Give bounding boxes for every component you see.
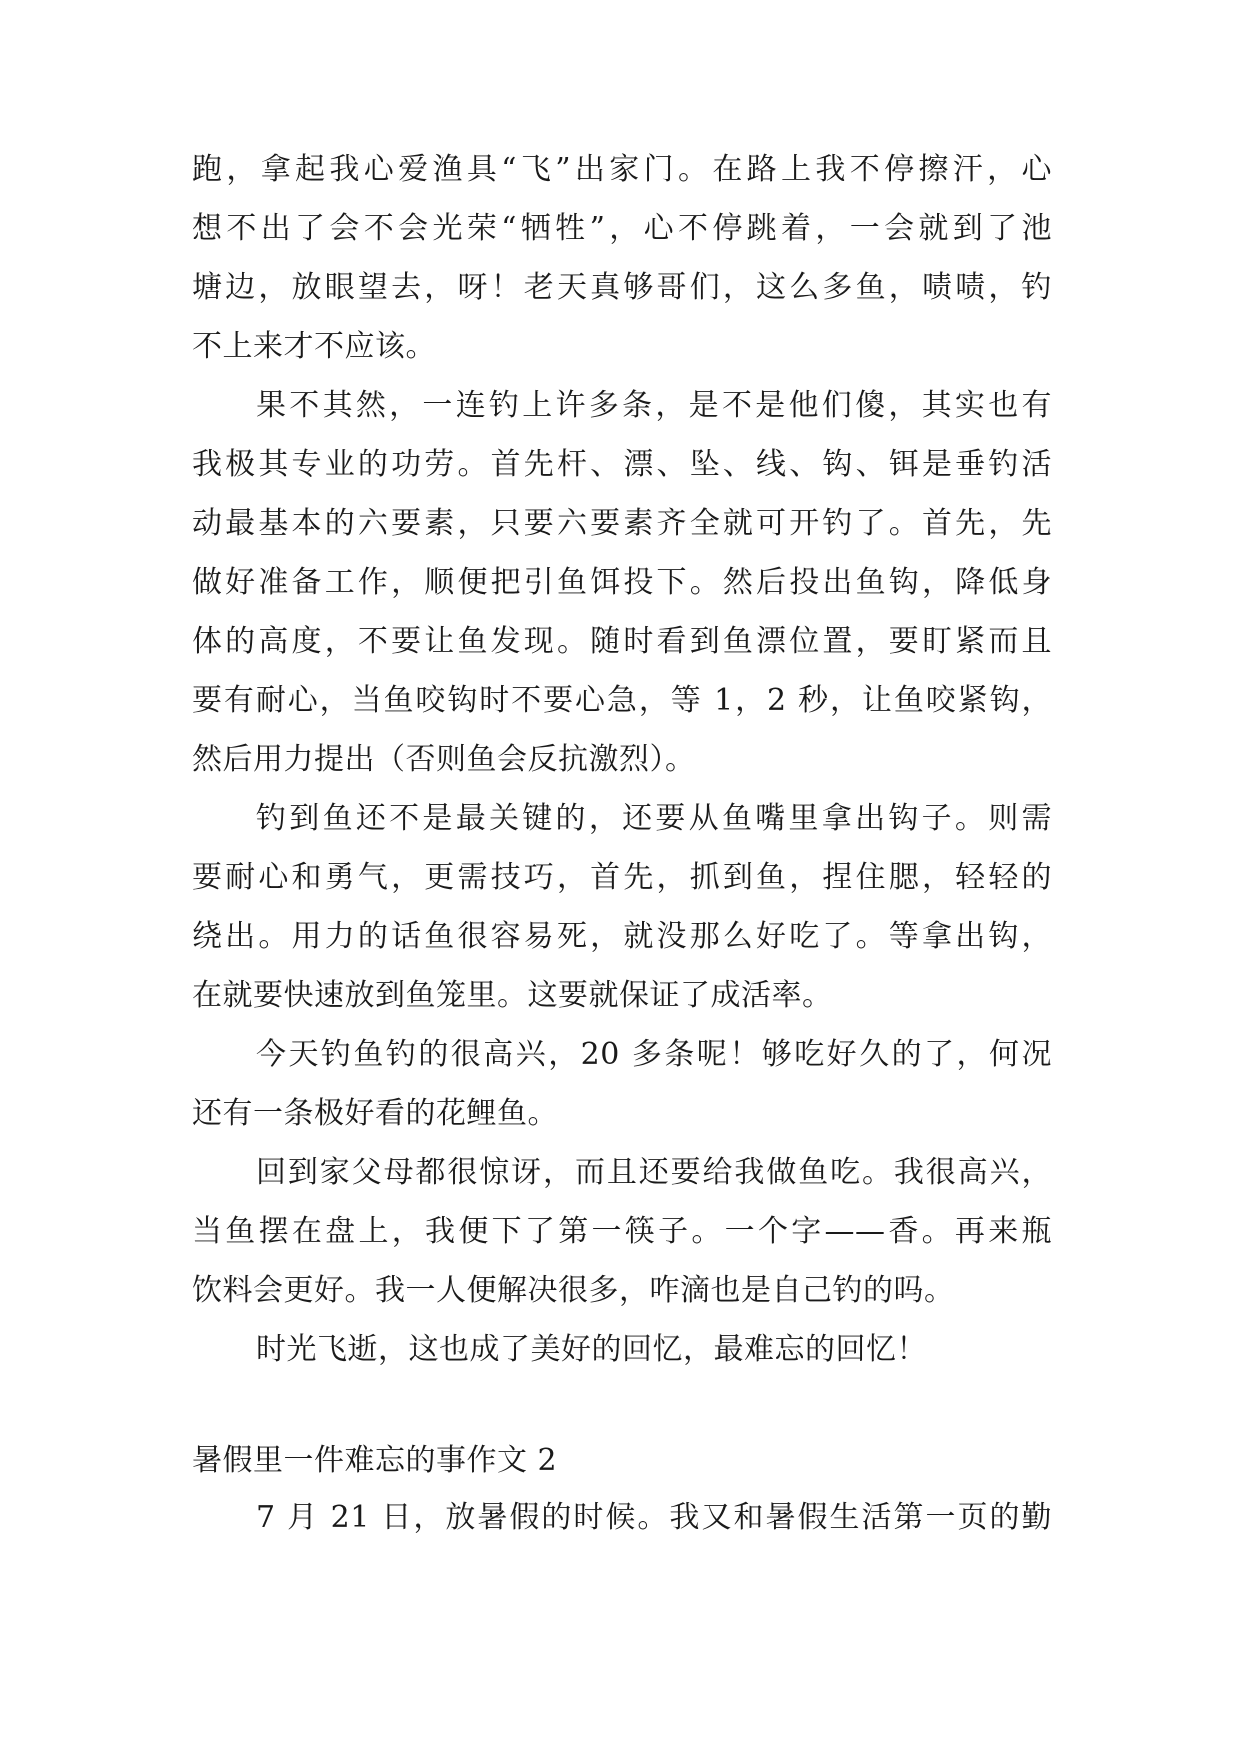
paragraph-first-line: 钓到鱼还不是最关键的，还要从鱼嘴里拿出钩子。则需: [256, 801, 1052, 836]
text-line: 在就要快速放到鱼笼里。这要就保证了成活率。: [192, 978, 833, 1013]
text-line: 绕出。用力的话鱼很容易死，就没那么好吃了。等拿出钩，: [192, 919, 1052, 954]
text-line: 当鱼摆在盘上，我便下了第一筷子。一个字——香。再来瓶: [192, 1214, 1052, 1249]
paragraph-first-line: 回到家父母都很惊讶，而且还要给我做鱼吃。我很高兴，: [256, 1155, 1052, 1190]
text-line: 想不出了会不会光荣“牺牲”，心不停跳着，一会就到了池: [192, 211, 1052, 246]
text-line: 体的高度，不要让鱼发现。随时看到鱼漂位置，要盯紧而且: [192, 624, 1052, 659]
section-heading: 暑假里一件难忘的事作文 2: [192, 1443, 558, 1478]
text-line: 要有耐心，当鱼咬钩时不要心急，等 1，2 秒，让鱼咬紧钩，: [192, 683, 1052, 718]
text-line: 饮料会更好。我一人便解决很多，咋滴也是自己钓的吗。: [192, 1273, 955, 1308]
text-line: 跑，拿起我心爱渔具“飞”出家门。在路上我不停擦汗，心: [192, 152, 1052, 187]
text-line: 我极其专业的功劳。首先杆、漂、坠、线、钩、铒是垂钓活: [192, 447, 1052, 482]
paragraph-first-line: 今天钓鱼钓的很高兴，20 多条呢！够吃好久的了，何况: [256, 1037, 1052, 1072]
paragraph-first-line: 果不其然，一连钓上许多条，是不是他们傻，其实也有: [256, 388, 1052, 423]
text-line: 然后用力提出（否则鱼会反抗激烈）。: [192, 742, 696, 777]
text-line: 还有一条极好看的花鲤鱼。: [192, 1096, 558, 1131]
text-line: 不上来才不应该。: [192, 329, 436, 364]
text-line: 要耐心和勇气，更需技巧，首先，抓到鱼，捏住腮，轻轻的: [192, 860, 1052, 895]
paragraph-first-line: 时光飞逝，这也成了美好的回忆，最难忘的回忆！: [256, 1332, 927, 1367]
text-line: 做好准备工作，顺便把引鱼饵投下。然后投出鱼钩，降低身: [192, 565, 1052, 600]
text-line: 塘边，放眼望去，呀！老天真够哥们，这么多鱼，啧啧，钓: [192, 270, 1052, 305]
paragraph-first-line: 7 月 21 日，放暑假的时候。我又和暑假生活第一页的勤: [256, 1500, 1052, 1535]
text-line: 动最基本的六要素，只要六要素齐全就可开钓了。首先，先: [192, 506, 1052, 541]
